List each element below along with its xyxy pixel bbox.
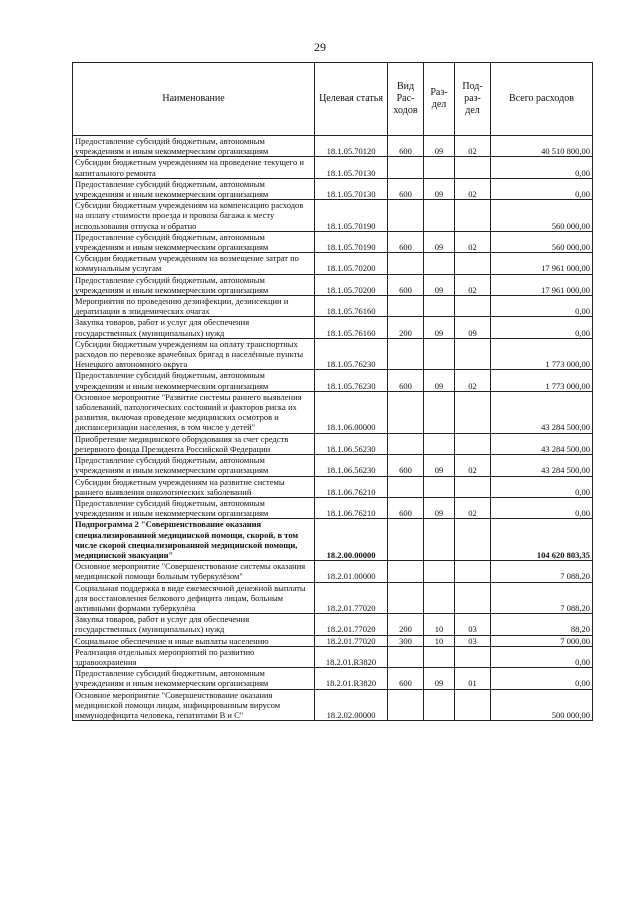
table-row <box>73 433 593 454</box>
cell-total: 0,00 <box>491 497 593 518</box>
cell-name: Реализация отдельных мероприятий по развитию здравоохранения <box>73 646 315 667</box>
table-body <box>73 136 593 721</box>
cell-razdel <box>424 157 455 178</box>
cell-total: 7 088,20 <box>491 582 593 614</box>
cell-razdel <box>424 561 455 582</box>
cell-code: 18.1.05.70190 <box>315 231 388 252</box>
cell-vid <box>388 476 424 497</box>
cell-podrazdel <box>455 253 491 274</box>
cell-podrazdel: 03 <box>455 614 491 635</box>
cell-podrazdel: 02 <box>455 497 491 518</box>
cell-name: Предоставление субсидий бюджетным, автономным учреждениям и иным некоммерческим организациям <box>73 370 315 391</box>
cell-vid: 600 <box>388 231 424 252</box>
cell-razdel: 09 <box>424 317 455 338</box>
cell-podrazdel <box>455 689 491 721</box>
cell-code: 18.1.05.70130 <box>315 178 388 199</box>
table-row <box>73 157 593 178</box>
cell-vid <box>388 338 424 370</box>
cell-code: 18.1.05.70120 <box>315 136 388 157</box>
table-row <box>73 497 593 518</box>
cell-razdel <box>424 689 455 721</box>
cell-total: 43 284 500,00 <box>491 391 593 433</box>
cell-name: Социальная поддержка в виде ежемесячной денежной выплаты для восстановления белкового дефицита лицам, больным активными формами туберкулёза <box>73 582 315 614</box>
cell-podrazdel: 02 <box>455 178 491 199</box>
table-row <box>73 635 593 646</box>
cell-total: 0,00 <box>491 646 593 667</box>
cell-total: 17 961 000,00 <box>491 274 593 295</box>
cell-name: Мероприятия по проведению дезинфекции, дезинсекции и дератизации в эпидемических очагах <box>73 296 315 317</box>
cell-razdel <box>424 646 455 667</box>
cell-code: 18.1.06.56230 <box>315 433 388 454</box>
table-header-row <box>73 63 593 136</box>
cell-name: Предоставление субсидий бюджетным, автономным учреждениям и иным некоммерческим организациям <box>73 231 315 252</box>
cell-code: 18.1.05.76160 <box>315 296 388 317</box>
cell-total: 0,00 <box>491 668 593 689</box>
cell-razdel <box>424 582 455 614</box>
cell-razdel: 09 <box>424 178 455 199</box>
cell-code: 18.2.01.77020 <box>315 635 388 646</box>
table-row <box>73 296 593 317</box>
cell-razdel <box>424 391 455 433</box>
cell-razdel <box>424 253 455 274</box>
table-row <box>73 370 593 391</box>
cell-razdel <box>424 296 455 317</box>
cell-name: Предоставление субсидий бюджетным, автономным учреждениям и иным некоммерческим организациям <box>73 497 315 518</box>
cell-razdel <box>424 200 455 232</box>
cell-podrazdel <box>455 200 491 232</box>
cell-vid <box>388 296 424 317</box>
cell-code: 18.1.05.70200 <box>315 253 388 274</box>
cell-code: 18.1.06.00000 <box>315 391 388 433</box>
cell-vid: 600 <box>388 668 424 689</box>
cell-vid <box>388 200 424 232</box>
cell-total: 40 510 800,00 <box>491 136 593 157</box>
table-row <box>73 253 593 274</box>
cell-code: 18.2.02.00000 <box>315 689 388 721</box>
cell-razdel: 10 <box>424 614 455 635</box>
header-vid: Вид Рас-ходов <box>388 63 424 136</box>
table-row <box>73 519 593 561</box>
cell-name: Закупка товаров, работ и услуг для обеспечения государственных (муниципальных) нужд <box>73 317 315 338</box>
cell-podrazdel: 01 <box>455 668 491 689</box>
cell-vid: 600 <box>388 274 424 295</box>
header-code: Целевая статья <box>315 63 388 136</box>
cell-podrazdel <box>455 157 491 178</box>
cell-name: Приобретение медицинского оборудования за счет средств резервного фонда Президента Российской Федерации <box>73 433 315 454</box>
cell-vid: 300 <box>388 635 424 646</box>
cell-code: 18.2.01.77020 <box>315 582 388 614</box>
cell-name: Субсидии бюджетным учреждениям на развитие системы раннего выявления онкологических заболеваний <box>73 476 315 497</box>
cell-vid <box>388 646 424 667</box>
cell-podrazdel <box>455 391 491 433</box>
cell-podrazdel: 09 <box>455 317 491 338</box>
table-row <box>73 136 593 157</box>
cell-vid <box>388 689 424 721</box>
cell-vid <box>388 519 424 561</box>
table-row <box>73 317 593 338</box>
cell-vid <box>388 433 424 454</box>
cell-vid <box>388 561 424 582</box>
cell-name: Закупка товаров, работ и услуг для обеспечения государственных (муниципальных) нужд <box>73 614 315 635</box>
cell-name: Субсидии бюджетным учреждениям на оплату транспортных расходов по перевозке врачебных бригад в населённые пункты Ненецкого автономного округа <box>73 338 315 370</box>
table-row <box>73 455 593 476</box>
cell-total: 0,00 <box>491 296 593 317</box>
cell-total: 43 284 500,00 <box>491 455 593 476</box>
cell-code: 18.1.05.76160 <box>315 317 388 338</box>
cell-total: 104 620 803,35 <box>491 519 593 561</box>
cell-razdel: 09 <box>424 274 455 295</box>
cell-code: 18.2.01.R3820 <box>315 646 388 667</box>
header-name: Наименование <box>73 63 315 136</box>
table-row <box>73 231 593 252</box>
cell-vid: 600 <box>388 136 424 157</box>
cell-podrazdel <box>455 582 491 614</box>
cell-vid: 200 <box>388 317 424 338</box>
cell-podrazdel: 02 <box>455 231 491 252</box>
cell-podrazdel <box>455 476 491 497</box>
cell-name: Субсидии бюджетным учреждениям на проведение текущего и капитального ремонта <box>73 157 315 178</box>
cell-razdel: 09 <box>424 370 455 391</box>
cell-name: Предоставление субсидий бюджетным, автономным учреждениям и иным некоммерческим организациям <box>73 136 315 157</box>
cell-total: 500 000,00 <box>491 689 593 721</box>
cell-code: 18.1.06.76210 <box>315 476 388 497</box>
cell-total: 7 088,20 <box>491 561 593 582</box>
cell-razdel: 09 <box>424 497 455 518</box>
table-row <box>73 391 593 433</box>
cell-name: Предоставление субсидий бюджетным, автономным учреждениям и иным некоммерческим организациям <box>73 178 315 199</box>
cell-code: 18.1.05.70190 <box>315 200 388 232</box>
cell-name: Социальное обеспечение и иные выплаты населению <box>73 635 315 646</box>
cell-name: Субсидии бюджетным учреждениям на возмещение затрат по коммунальным услугам <box>73 253 315 274</box>
cell-total: 560 000,00 <box>491 231 593 252</box>
cell-total: 1 773 000,00 <box>491 338 593 370</box>
cell-total: 0,00 <box>491 178 593 199</box>
cell-vid <box>388 253 424 274</box>
cell-name: Основное мероприятие "Совершенствование системы оказания медицинской помощи больным туберкулёзом" <box>73 561 315 582</box>
cell-code: 18.1.05.76230 <box>315 338 388 370</box>
table-row <box>73 614 593 635</box>
cell-name: Предоставление субсидий бюджетным, автономным учреждениям и иным некоммерческим организациям <box>73 274 315 295</box>
cell-name: Подпрограмма 2 "Совершенствование оказания специализированной медицинской помощи, скорой, в том числе скорой специализированной медицинской помощи, медицинской эвакуации" <box>73 519 315 561</box>
cell-name: Основное мероприятие "Развитие системы раннего выявления заболеваний, патологических состояний и факторов риска их развития, включая проведение медицинских осмотров и диспансеризации населения, в том числе у детей" <box>73 391 315 433</box>
cell-name: Предоставление субсидий бюджетным, автономным учреждениям и иным некоммерческим организациям <box>73 668 315 689</box>
table-row <box>73 646 593 667</box>
header-razdel: Раз-дел <box>424 63 455 136</box>
table-row <box>73 668 593 689</box>
cell-razdel: 10 <box>424 635 455 646</box>
cell-razdel: 09 <box>424 136 455 157</box>
cell-total: 0,00 <box>491 317 593 338</box>
cell-podrazdel: 02 <box>455 455 491 476</box>
table-row <box>73 476 593 497</box>
page-number: 29 <box>314 40 326 54</box>
cell-razdel: 09 <box>424 455 455 476</box>
cell-razdel: 09 <box>424 668 455 689</box>
cell-code: 18.1.06.76210 <box>315 497 388 518</box>
cell-podrazdel: 02 <box>455 274 491 295</box>
table-row <box>73 689 593 721</box>
cell-name: Субсидии бюджетным учреждениям на компенсацию расходов на оплату стоимости проезда и провоза багажа к месту использования отпуска и обратно <box>73 200 315 232</box>
cell-podrazdel: 02 <box>455 370 491 391</box>
cell-podrazdel <box>455 646 491 667</box>
cell-code: 18.2.01.77020 <box>315 614 388 635</box>
cell-total: 560 000,00 <box>491 200 593 232</box>
cell-total: 0,00 <box>491 476 593 497</box>
cell-vid <box>388 582 424 614</box>
cell-podrazdel: 03 <box>455 635 491 646</box>
cell-total: 88,20 <box>491 614 593 635</box>
cell-vid: 600 <box>388 455 424 476</box>
cell-podrazdel <box>455 433 491 454</box>
cell-vid: 600 <box>388 370 424 391</box>
table-row <box>73 582 593 614</box>
cell-total: 0,00 <box>491 157 593 178</box>
cell-razdel <box>424 338 455 370</box>
cell-vid: 600 <box>388 497 424 518</box>
cell-razdel <box>424 519 455 561</box>
cell-vid: 200 <box>388 614 424 635</box>
header-total: Всего расходов <box>491 63 593 136</box>
table-row <box>73 200 593 232</box>
cell-vid <box>388 157 424 178</box>
cell-podrazdel: 02 <box>455 136 491 157</box>
table-row <box>73 338 593 370</box>
cell-podrazdel <box>455 296 491 317</box>
cell-code: 18.2.01.00000 <box>315 561 388 582</box>
cell-razdel <box>424 433 455 454</box>
table-row <box>73 178 593 199</box>
cell-podrazdel <box>455 338 491 370</box>
table-row <box>73 561 593 582</box>
cell-name: Основное мероприятие "Совершенствование оказания медицинской помощи лицам, инфицированным вирусом иммунодефицита человека, гепатитами В и С" <box>73 689 315 721</box>
cell-razdel <box>424 476 455 497</box>
cell-code: 18.2.01.R3820 <box>315 668 388 689</box>
cell-total: 17 961 000,00 <box>491 253 593 274</box>
table-row <box>73 274 593 295</box>
cell-code: 18.1.05.76230 <box>315 370 388 391</box>
cell-total: 1 773 000,00 <box>491 370 593 391</box>
header-podrazdel: Под-раз-дел <box>455 63 491 136</box>
cell-code: 18.1.05.70130 <box>315 157 388 178</box>
cell-name: Предоставление субсидий бюджетным, автономным учреждениям и иным некоммерческим организациям <box>73 455 315 476</box>
cell-razdel: 09 <box>424 231 455 252</box>
budget-table <box>72 62 593 721</box>
cell-vid: 600 <box>388 178 424 199</box>
cell-podrazdel <box>455 561 491 582</box>
cell-total: 7 000,00 <box>491 635 593 646</box>
cell-vid <box>388 391 424 433</box>
cell-total: 43 284 500,00 <box>491 433 593 454</box>
cell-code: 18.1.05.70200 <box>315 274 388 295</box>
cell-code: 18.1.06.56230 <box>315 455 388 476</box>
cell-podrazdel <box>455 519 491 561</box>
cell-code: 18.2.00.00000 <box>315 519 388 561</box>
